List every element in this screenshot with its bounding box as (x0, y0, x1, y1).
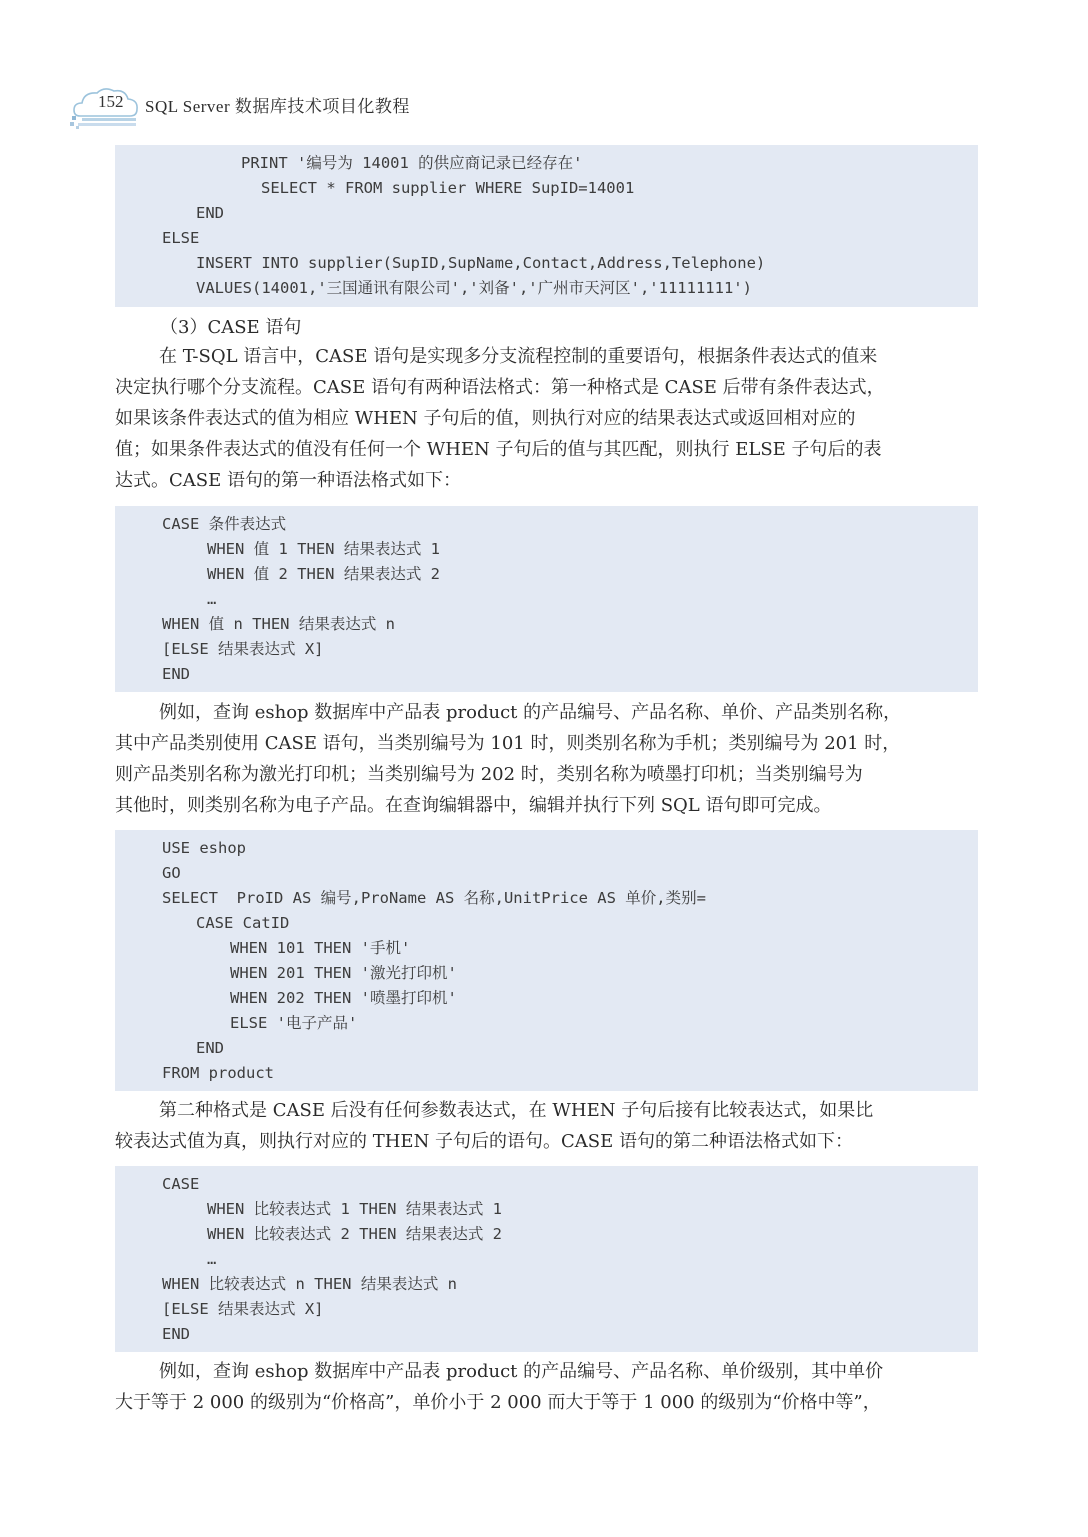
code-line: GO (162, 864, 181, 882)
paragraph (115, 1095, 978, 1157)
code-line: CASE 条件表达式 (162, 515, 287, 533)
text-line: 较表达式值为真，则执行对应的 THEN 子句后的语句。CASE 语句的第二种语法格式如下： (115, 1131, 853, 1152)
text-line: 例如，查询 eshop 数据库中产品表 product 的产品编号、产品名称、单价、产品类别名称， (159, 702, 902, 723)
code-line: VALUES(14001,'三国通讯有限公司','刘备','广州市天河区','11111111') (196, 279, 752, 297)
text-line: 大于等于 2 000 的级别为“价格高”，单价小于 2 000 而大于等于 1 000 的级别为“价格中等”， (115, 1392, 881, 1413)
code-block (115, 145, 978, 307)
code-line: ELSE (162, 229, 200, 247)
code-line: [ELSE 结果表达式 X] (162, 1300, 324, 1318)
code-line: WHEN 比较表达式 n THEN 结果表达式 n (162, 1275, 457, 1293)
text-line: 其中产品类别使用 CASE 语句，当类别编号为 101 时，则类别名称为手机；类别编号为 201 时， (115, 733, 901, 754)
code-line: CASE (162, 1175, 200, 1193)
code-line: SELECT * FROM supplier WHERE SupID=14001 (261, 179, 635, 197)
code-line: END (162, 665, 190, 683)
code-block (115, 830, 978, 1091)
code-line: WHEN 202 THEN '喷墨打印机' (230, 989, 457, 1007)
text-line: 值；如果条件表达式的值没有任何一个 WHEN 子句后的值与其匹配，则执行 ELSE 子句后的表 (115, 439, 882, 460)
code-line: USE eshop (162, 839, 246, 857)
paragraph (115, 697, 978, 821)
text-line: 如果该条件表达式的值为相应 WHEN 子句后的值，则执行对应的结果表达式或返回相对应的 (115, 408, 856, 429)
code-line: WHEN 201 THEN '激光打印机' (230, 964, 457, 982)
code-line: WHEN 值 n THEN 结果表达式 n (162, 615, 395, 633)
code-line: … (207, 1250, 217, 1268)
code-line: END (162, 1325, 190, 1343)
code-line: WHEN 比较表达式 2 THEN 结果表达式 2 (207, 1225, 502, 1243)
page-number: 152 (98, 92, 124, 111)
code-line: … (207, 590, 217, 608)
text-line: 第二种格式是 CASE 后没有任何参数表达式，在 WHEN 子句后接有比较表达式，如果比 (159, 1100, 874, 1121)
code-line: END (196, 204, 224, 222)
code-block (115, 506, 978, 692)
code-line: WHEN 101 THEN '手机' (230, 939, 411, 957)
section-heading: （3）CASE 语句 (160, 317, 302, 338)
text-line: 达式。CASE 语句的第一种语法格式如下： (115, 470, 461, 491)
code-block (115, 1166, 978, 1352)
text-line: 在 T-SQL 语言中，CASE 语句是实现多分支流程控制的重要语句，根据条件表达式的值来 (159, 346, 878, 367)
text-line: 其他时，则类别名称为电子产品。在查询编辑器中，编辑并执行下列 SQL 语句即可完成。 (115, 795, 832, 816)
code-line: [ELSE 结果表达式 X] (162, 640, 324, 658)
code-line: WHEN 比较表达式 1 THEN 结果表达式 1 (207, 1200, 502, 1218)
code-line: ELSE '电子产品' (230, 1014, 358, 1032)
page-header (70, 86, 490, 130)
book-title: SQL Server 数据库技术项目化教程 (145, 97, 410, 116)
paragraph (115, 341, 978, 496)
code-line: WHEN 值 1 THEN 结果表达式 1 (207, 540, 440, 558)
text-line: 决定执行哪个分支流程。CASE 语句有两种语法格式：第一种格式是 CASE 后带有条件表达式， (115, 377, 885, 398)
code-line: PRINT '编号为 14001 的供应商记录已经存在' (241, 154, 583, 172)
code-line: CASE CatID (196, 914, 290, 932)
code-line: END (196, 1039, 224, 1057)
paragraph (115, 1356, 978, 1418)
text-line: 则产品类别名称为激光打印机；当类别编号为 202 时，类别名称为喷墨打印机；当类别编号为 (115, 764, 863, 785)
code-line: WHEN 值 2 THEN 结果表达式 2 (207, 565, 440, 583)
code-line: INSERT INTO supplier(SupID,SupName,Contact,Address,Telephone) (196, 254, 766, 272)
code-line: SELECT ProID AS 编号,ProName AS 名称,UnitPrice AS 单价,类别= (162, 889, 706, 907)
code-line: FROM product (162, 1064, 274, 1082)
text-line: 例如，查询 eshop 数据库中产品表 product 的产品编号、产品名称、单价级别，其中单价 (159, 1361, 884, 1382)
